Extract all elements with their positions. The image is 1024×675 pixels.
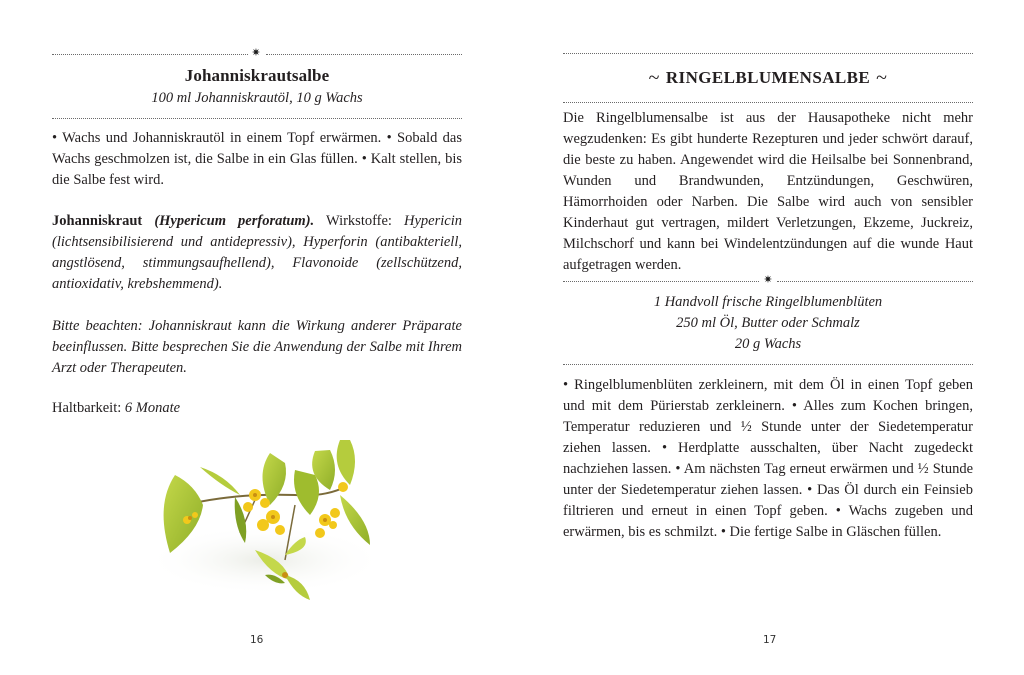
divider-line xyxy=(266,54,462,55)
herb-info-text xyxy=(52,211,462,295)
st-johns-wort-image xyxy=(145,425,395,620)
page-number: 16 xyxy=(250,634,264,646)
active-ingredients-text: Hypericin (lichtsensibilisierend und antidepressiv), Hyperforin (antibakteriell, angstlösend, stimmungsaufhellend), Flavonoide (zellschützend, antioxidativ, krebshemmend). xyxy=(52,213,462,292)
ingredient-item: 250 ml Öl, Butter oder Schmalz xyxy=(676,315,860,331)
recipe-title-text: RINGELBLUMENSALBE xyxy=(665,68,871,87)
intro-paragraph xyxy=(563,108,973,276)
plant-illustration-icon xyxy=(145,425,395,620)
top-divider-with-star xyxy=(52,46,462,61)
right-page xyxy=(512,0,1024,675)
active-ingredients-label: Wirkstoffe: xyxy=(325,213,392,229)
tilde-ornament-icon: ~ xyxy=(876,67,888,89)
recipe-title xyxy=(563,66,973,89)
intro-text: Die Ringelblumensalbe ist aus der Hausapotheke nicht mehr wegzudenken: Es gibt hunderte Rezepturen und jeder schwört darauf, die beste zu haben. Angewendet wird die Heilsalbe bei Sonnenbrand, Wunden und Brandwunden, Entzündungen, Geschwüren, Hämorrhoiden oder Narben. Die Salbe wird auch von sensibler Kinderhaut gut vertragen, mildert Verletzungen, Ekzeme, Juckreiz, Milchschorf und kann bei Windelentzündungen auf die wunde Haut aufgetragen werden. xyxy=(563,110,973,273)
instructions-paragraph xyxy=(563,375,973,543)
shelf-life-value: 6 Monate xyxy=(124,400,181,416)
divider-line xyxy=(777,281,973,282)
ingredient-item: 20 g Wachs xyxy=(734,336,802,352)
divider-with-star xyxy=(563,273,973,288)
divider-line xyxy=(563,281,759,282)
ingredient-item: 1 Handvoll frische Ringelblumenblüten xyxy=(653,294,883,310)
shelf-life-label: Haltbarkeit: xyxy=(52,400,122,416)
divider-line xyxy=(52,54,248,55)
instructions-text: • Wachs und Johanniskrautöl in einem Topf erwärmen. • Sobald das Wachs geschmolzen ist, die Salbe in ein Glas füllen. • Kalt stellen, bis die Salbe fest wird. xyxy=(52,130,462,188)
divider-line xyxy=(563,102,973,103)
shelf-life xyxy=(52,398,462,419)
herb-name: Johanniskraut xyxy=(52,213,143,229)
page-number: 17 xyxy=(763,634,777,646)
herb-info-paragraph xyxy=(52,211,462,295)
star-ornament-icon: ✷ xyxy=(251,46,261,59)
instructions-text: • Ringelblumenblüten zerkleinern, mit dem Öl in einen Topf geben und mit dem Pürierstab zerkleinern. • Alles zum Kochen bringen, Temperatur reduzieren und ½ Stunde unter der Siedetemperatur ziehen lassen. • Herdplatte ausschalten, über Nacht zugedeckt nachziehen lassen. • Am nächsten Tag erneut erwärmen und ½ Stunde unter der Siedetemperatur ziehen lassen. • Das Öl durch ein Feinsieb filtrieren und erneut in einen Topf geben. • Wachs zugeben und erwärmen, bis es schmilzt. • Die fertige Salbe in Gläschen füllen. xyxy=(563,377,973,540)
tilde-ornament-icon: ~ xyxy=(648,67,660,89)
divider-line xyxy=(563,53,973,54)
caution-note-text: Bitte beachten: Johanniskraut kann die Wirkung anderer Präparate beeinflussen. Bitte besprechen Sie die Anwendung der Salbe mit Ihrem Arzt oder Therapeuten. xyxy=(52,318,462,376)
ingredients-list xyxy=(563,292,973,355)
star-ornament-icon: ✷ xyxy=(763,273,773,286)
herb-latin-name: (Hypericum perforatum). xyxy=(154,213,315,229)
caution-note xyxy=(52,316,462,379)
divider-line xyxy=(52,118,462,119)
divider-line xyxy=(563,364,973,365)
instructions-paragraph xyxy=(52,128,462,191)
recipe-title: Johanniskrautsalbe xyxy=(184,66,330,85)
recipe-subtitle: 100 ml Johanniskrautöl, 10 g Wachs xyxy=(151,90,363,106)
